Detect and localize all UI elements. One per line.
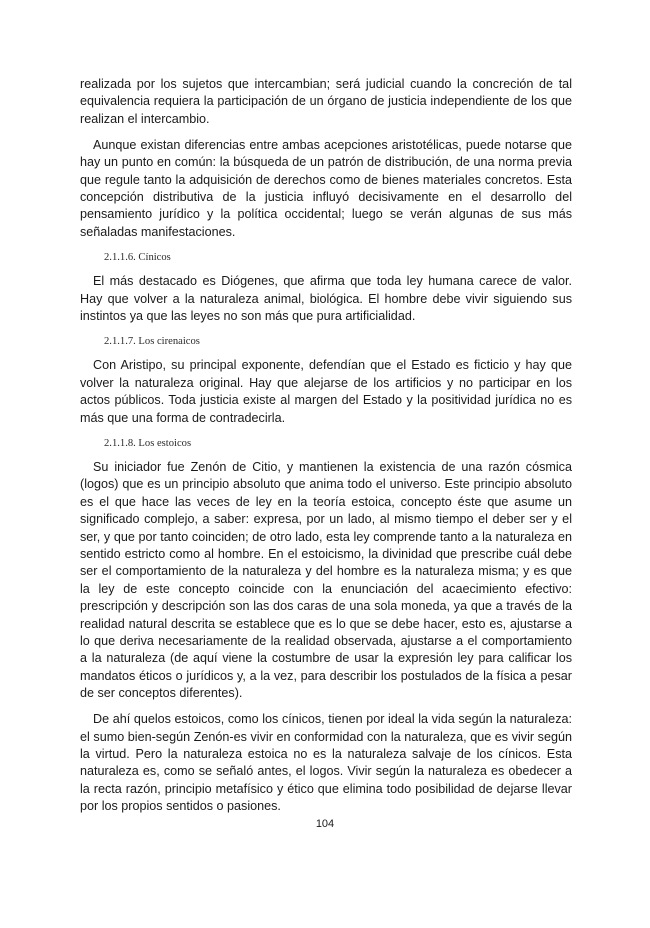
section-heading-cirenaicos: 2.1.1.7. Los cirenaicos (104, 336, 200, 348)
paragraph-continuation: realizada por los sujetos que intercambian; será judicial cuando la concreción de tal equivalencia requiera la participación de un órgano de justicia independiente de los que realizan el intercambio. (80, 77, 572, 126)
paragraph-estoicos: Su iniciador fue Zenón de Citio, y mantienen la existencia de una razón cósmica (logos) que es un principio absoluto que anima todo el universo. Este principio absoluto es el que hace las veces de ley en la teoría estoica, concepto éste que asume un significado complejo, a saber: expresa, por un lado, al mismo tiempo el deber ser y el ser, y que por tanto coinciden; de otro lado, esta ley comprende tanto a la naturaleza en sentido estricto como al hombre. En el estoicismo, la divinidad que prescribe cuál debe ser el comportamiento de la naturaleza y del hombre es la naturaleza misma; y es que la ley de este concepto coincide con la enunciación del acaecimiento efectivo: prescripción y descripción son las dos caras de una sola moneda, ya que a través de la realidad natural descrita se establece que es lo que se debe hacer, esto es, ajustarse a lo que deriva necesariamente de la realidad observada, ajustarse a el comportamiento a la naturaleza (de aquí viene la costumbre de usar la expresión ley para calificar los mandatos éticos o jurídicos y, a la vez, para describir los postulados de la física a pesar de ser conceptos diferentes). (80, 460, 572, 701)
section-heading-estoicos: 2.1.1.8. Los estoicos (104, 438, 192, 449)
paragraph-cinicos: El más destacado es Diógenes, que afirma que toda ley humana carece de valor. Hay que volver a la naturaleza animal, biológica. El hombre debe vivir siguiendo sus instintos ya que las leyes no son más que pura artificialidad. (80, 274, 572, 323)
paragraph-estoicos-ideal: De ahí quelos estoicos, como los cínicos, tienen por ideal la vida según la naturaleza: el sumo bien-según Zenón-es vivir en conformidad con la naturaleza, que es vivir según la virtud. Pero la naturaleza estoica no es la naturaleza salvaje de los cínicos. Esta naturaleza es, como se señaló antes, el logos. Vivir según la naturaleza es obedecer a la recta razón, principio metafísico y ético que elimina todo posibilidad de dejarse llevar por los propios sentidos o pasiones. (80, 712, 572, 814)
page-number: 104 (315, 818, 335, 830)
section-heading-cinicos: 2.1.1.6. Cínicos (104, 252, 171, 264)
paragraph-aristotelian-summary: Aunque existan diferencias entre ambas acepciones aristotélicas, puede notarse que hay un punto en común: la búsqueda de un patrón de distribución, de una norma previa que regule tanto la adquisición de derechos como de bienes materiales concretos. Esta concepción distributiva de la justicia influyó decisivamente en el desarrollo del pensamiento jurídico y la política occidental; luego se verán algunas de sus más señaladas manifestaciones. (80, 137, 572, 239)
paragraph-cirenaicos: Con Aristipo, su principal exponente, defendían que el Estado es ficticio y hay que volver la naturaleza original. Hay que alejarse de los artificios y no participar en los actos públicos. Toda justicia existe al margen del Estado y la positividad jurídica no es más que una forma de contradecirla. (80, 358, 572, 425)
page-content (80, 76, 572, 824)
